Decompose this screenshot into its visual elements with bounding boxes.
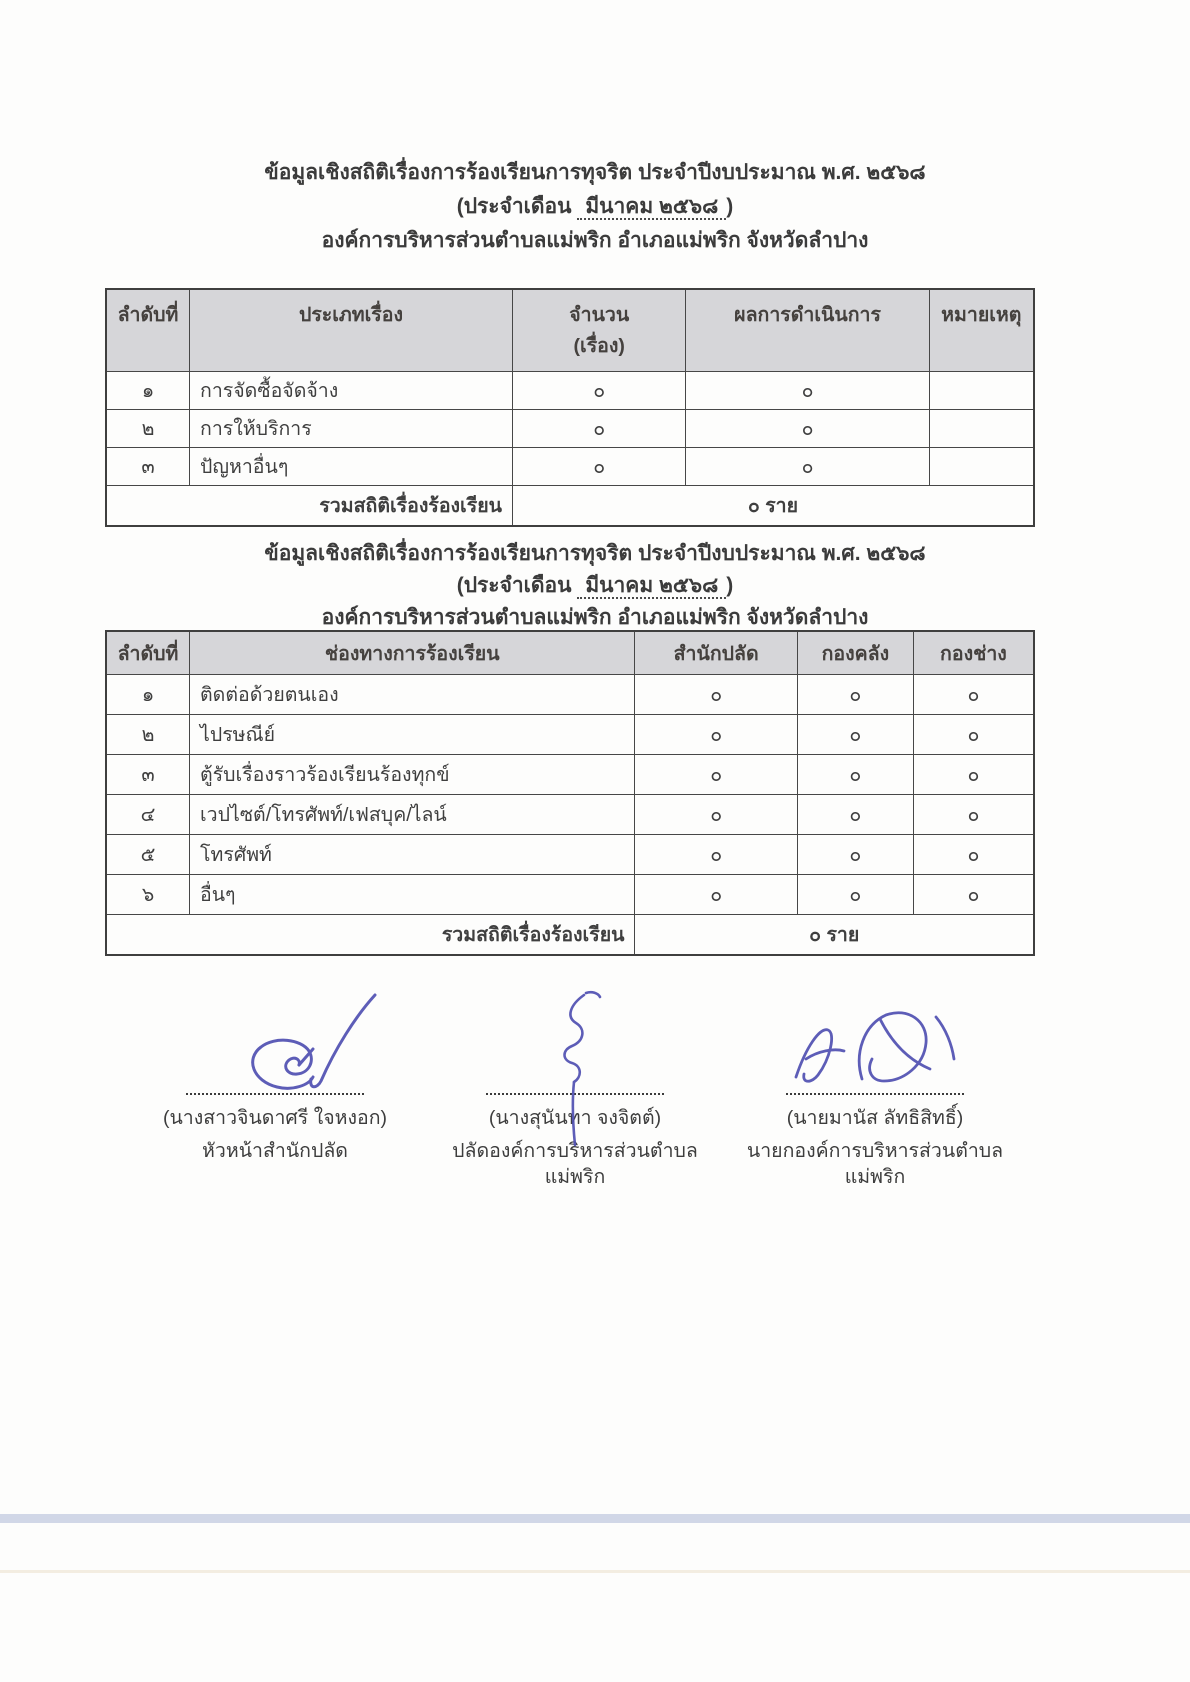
- table1-summary-label: รวมสถิติเรื่องร้องเรียน: [106, 486, 512, 526]
- section1-title-line3: องค์การบริหารส่วนตำบลแม่พริก อำเภอแม่พริก จังหวัดลำปาง: [321, 229, 869, 252]
- table1-header-no: ลำดับที่: [106, 289, 190, 372]
- table2-header-office1: สำนักปลัด: [635, 631, 797, 675]
- note-value: [929, 448, 1034, 486]
- office3-value: ๐: [913, 755, 1034, 795]
- signature-ink-2: [430, 985, 720, 1093]
- signature-block-1: [140, 985, 410, 1164]
- channel-name: โทรศัพท์: [190, 835, 635, 875]
- section2-title-line1: ข้อมูลเชิงสถิติเรื่องการร้องเรียนการทุจริต ประจำปีงบประมาณ พ.ศ. ๒๕๖๘: [264, 542, 926, 565]
- row-number: ๓: [106, 755, 190, 795]
- note-value: [929, 410, 1034, 448]
- signatory-title-2: ปลัดองค์การบริหารส่วนตำบลแม่พริก: [452, 1140, 698, 1188]
- row-number: ๕: [106, 835, 190, 875]
- section2-title-line3: องค์การบริหารส่วนตำบลแม่พริก อำเภอแม่พริก จังหวัดลำปาง: [321, 606, 869, 629]
- signatory-name-1: (นางสาวจินดาศรี ใจหงอก): [162, 1107, 388, 1129]
- scan-artifact-band: [0, 1514, 1190, 1523]
- table-row: [106, 755, 1034, 795]
- office1-value: ๐: [635, 755, 797, 795]
- signatory-title-3: นายกองค์การบริหารส่วนตำบลแม่พริก: [746, 1140, 1004, 1188]
- table1-summary-value: ๐ ราย: [512, 486, 1034, 526]
- scan-artifact-line: [0, 1570, 1190, 1573]
- office2-value: ๐: [797, 675, 913, 715]
- table-row: [106, 875, 1034, 915]
- row-number: ๒: [106, 715, 190, 755]
- count-value: ๐: [512, 448, 686, 486]
- row-number: ๑: [106, 372, 190, 410]
- table2-header-channel: ช่องทางการร้องเรียน: [190, 631, 635, 675]
- table-row: [106, 675, 1034, 715]
- office1-value: ๐: [635, 675, 797, 715]
- count-value: ๐: [512, 410, 686, 448]
- table1-header-type: ประเภทเรื่อง: [190, 289, 513, 372]
- row-number: ๑: [106, 675, 190, 715]
- table-row: [106, 372, 1034, 410]
- channel-name: ตู้รับเรื่องราวร้องเรียนร้องทุกข์: [190, 755, 635, 795]
- month-prefix: (ประจำเดือน: [456, 574, 572, 597]
- row-number: ๖: [106, 875, 190, 915]
- table-row: [106, 448, 1034, 486]
- month-value: มีนาคม ๒๕๖๘: [577, 195, 726, 220]
- section1-title-block: [0, 156, 1190, 258]
- signature-block-2: [430, 985, 720, 1190]
- signatory-title-1: หัวหน้าสำนักปลัด: [202, 1140, 348, 1162]
- section2-title-block: [0, 538, 1190, 634]
- section1-title-line1: ข้อมูลเชิงสถิติเรื่องการร้องเรียนการทุจริต ประจำปีงบประมาณ พ.ศ. ๒๕๖๘: [264, 161, 926, 184]
- complaint-type-table: [105, 288, 1035, 527]
- table2-summary-label: รวมสถิติเรื่องร้องเรียน: [106, 915, 635, 955]
- office3-value: ๐: [913, 715, 1034, 755]
- complaint-type: ปัญหาอื่นๆ: [190, 448, 513, 486]
- table1-header-row: [106, 289, 1034, 372]
- table1-header-result: ผลการดำเนินการ: [686, 289, 929, 372]
- table1-header-note: หมายเหตุ: [929, 289, 1034, 372]
- channel-name: อื่นๆ: [190, 875, 635, 915]
- complaint-type: การให้บริการ: [190, 410, 513, 448]
- signature-ink-3: [730, 985, 1020, 1093]
- signature-block-3: [730, 985, 1020, 1190]
- table1-header-count-line2: (เรื่อง): [573, 335, 625, 357]
- channel-name: ติดต่อด้วยตนเอง: [190, 675, 635, 715]
- table2-summary-row: [106, 915, 1034, 955]
- result-value: ๐: [686, 410, 929, 448]
- office3-value: ๐: [913, 875, 1034, 915]
- row-number: ๓: [106, 448, 190, 486]
- signature-stroke-icon: [235, 989, 385, 1093]
- signature-ink-1: [140, 985, 410, 1093]
- office1-value: ๐: [635, 875, 797, 915]
- month-suffix: ): [726, 574, 734, 597]
- table2-header-office3: กองช่าง: [913, 631, 1034, 675]
- office2-value: ๐: [797, 835, 913, 875]
- office2-value: ๐: [797, 795, 913, 835]
- table1-summary-row: [106, 486, 1034, 526]
- section2-title-line2: [0, 570, 1190, 602]
- channel-name: ไปรษณีย์: [190, 715, 635, 755]
- table2-header-no: ลำดับที่: [106, 631, 190, 675]
- office2-value: ๐: [797, 755, 913, 795]
- office3-value: ๐: [913, 795, 1034, 835]
- table-row: [106, 410, 1034, 448]
- signature-line-1: [186, 1093, 364, 1095]
- complaint-channel-table: [105, 630, 1035, 956]
- office2-value: ๐: [797, 875, 913, 915]
- signatory-name-2: (นางสุนันทา จงจิตต์): [488, 1107, 662, 1129]
- office2-value: ๐: [797, 715, 913, 755]
- table1-header-count: [512, 289, 686, 372]
- office1-value: ๐: [635, 835, 797, 875]
- table2-summary-value: ๐ ราย: [635, 915, 1034, 955]
- table-row: [106, 795, 1034, 835]
- complaint-type: การจัดซื้อจัดจ้าง: [190, 372, 513, 410]
- office3-value: ๐: [913, 835, 1034, 875]
- month-value: มีนาคม ๒๕๖๘: [577, 574, 726, 599]
- table2-header-office2: กองคลัง: [797, 631, 913, 675]
- note-value: [929, 372, 1034, 410]
- row-number: ๒: [106, 410, 190, 448]
- result-value: ๐: [686, 372, 929, 410]
- signature-stroke-icon: [540, 989, 610, 1149]
- result-value: ๐: [686, 448, 929, 486]
- office1-value: ๐: [635, 795, 797, 835]
- table-row: [106, 715, 1034, 755]
- office3-value: ๐: [913, 675, 1034, 715]
- office1-value: ๐: [635, 715, 797, 755]
- signatory-name-3: (นายมานัส ลัทธิสิทธิ์): [786, 1107, 964, 1129]
- row-number: ๔: [106, 795, 190, 835]
- table1-header-count-line1: จำนวน: [569, 304, 630, 326]
- channel-name: เวปไซต์/โทรศัพท์/เฟสบุค/ไลน์: [190, 795, 635, 835]
- signature-stroke-icon: [788, 1001, 963, 1093]
- count-value: ๐: [512, 372, 686, 410]
- signature-line-3: [786, 1093, 964, 1095]
- month-suffix: ): [726, 195, 734, 218]
- table-row: [106, 835, 1034, 875]
- section1-title-line2: [0, 190, 1190, 224]
- month-prefix: (ประจำเดือน: [456, 195, 572, 218]
- table2-header-row: [106, 631, 1034, 675]
